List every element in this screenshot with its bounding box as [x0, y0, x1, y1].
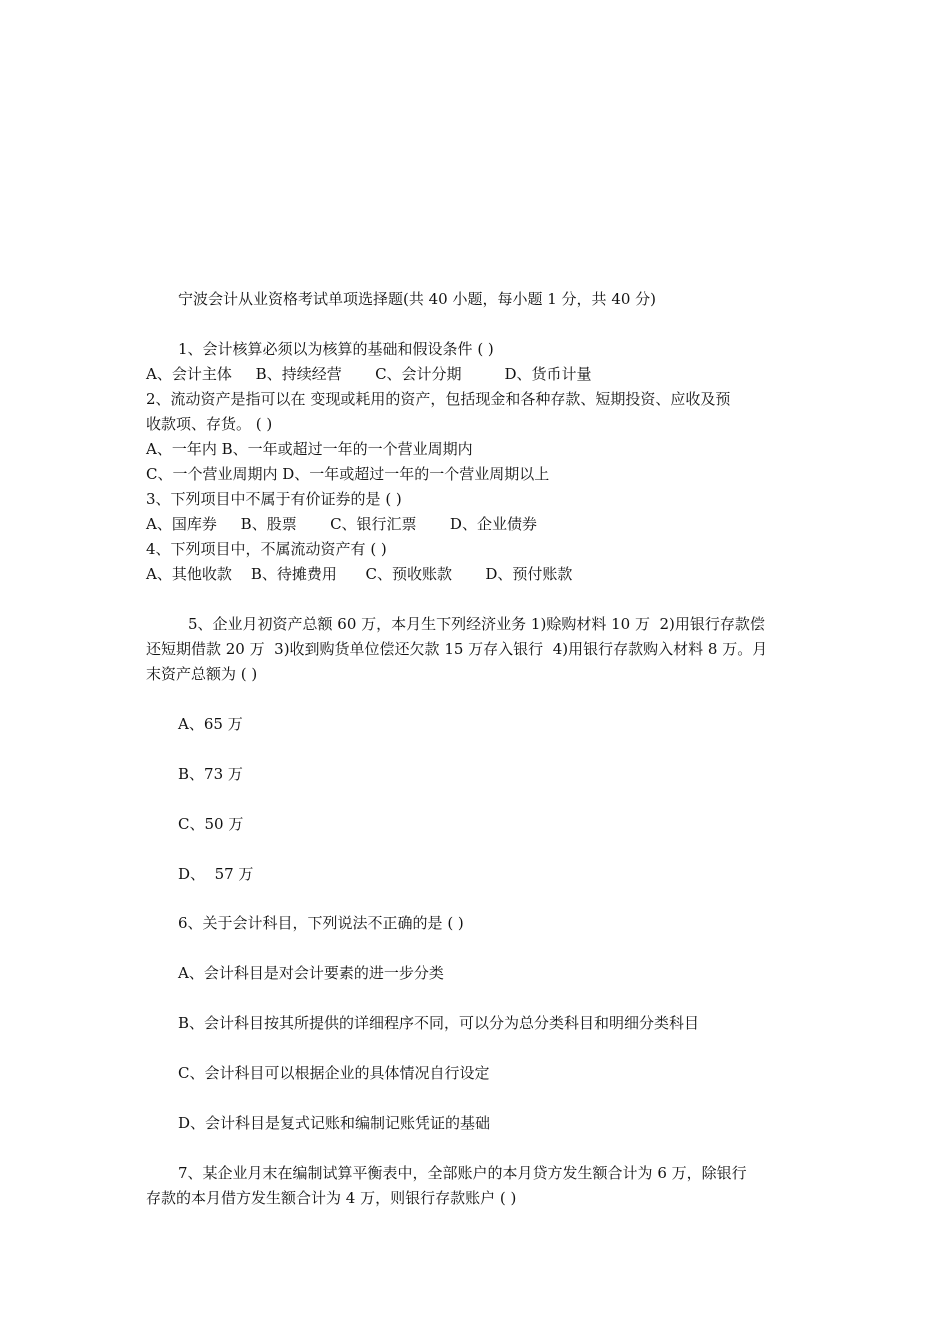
- question-1-options: A、会计主体 B、持续经营 C、会计分期 D、货币计量: [146, 365, 592, 383]
- question-2-stem-line-1: 2、流动资产是指可以在 变现或耗用的资产，包括现金和各种存款、短期投资、应收及预: [146, 390, 731, 408]
- question-5-option-a: A、65 万: [178, 715, 243, 733]
- question-6-stem: 6、关于会计科目，下列说法不正确的是 ( ): [178, 914, 464, 932]
- question-2-options-line-2: C、一个营业周期内 D、一年或超过一年的一个营业周期以上: [146, 465, 550, 483]
- question-6-option-a: A、会计科目是对会计要素的进一步分类: [178, 964, 444, 982]
- question-2-options-line-1: A、一年内 B、一年或超过一年的一个营业周期内: [146, 440, 473, 458]
- question-3-stem: 3、下列项目中不属于有价证券的是 ( ): [146, 490, 402, 508]
- question-5-option-d: D、 57 万: [178, 865, 254, 883]
- question-1-stem: 1、会计核算必须以为核算的基础和假设条件 ( ): [178, 340, 494, 358]
- question-4-stem: 4、下列项目中，不属流动资产有 ( ): [146, 540, 387, 558]
- question-6-option-d: D、会计科目是复式记账和编制记账凭证的基础: [178, 1114, 491, 1132]
- question-6-option-c: C、会计科目可以根据企业的具体情况自行设定: [178, 1064, 490, 1082]
- question-7-stem-line-2: 存款的本月借方发生额合计为 4 万，则银行存款账户 ( ): [146, 1189, 517, 1207]
- question-5-option-b: B、73 万: [178, 765, 243, 783]
- question-5-stem-line-1: 5、企业月初资产总额 60 万，本月生下列经济业务 1)赊购材料 10 万 2)用银行存款偿: [188, 615, 765, 633]
- question-7-stem-line-1: 7、某企业月末在编制试算平衡表中，全部账户的本月贷方发生额合计为 6 万，除银行: [178, 1164, 747, 1182]
- document-title: 宁波会计从业资格考试单项选择题(共 40 小题，每小题 1 分，共 40 分): [178, 290, 657, 308]
- question-5-stem-line-3: 末资产总额为 ( ): [146, 665, 258, 683]
- question-5-stem-line-2: 还短期借款 20 万 3)收到购货单位偿还欠款 15 万存入银行 4)用银行存款购入材料 8 万。月: [146, 640, 768, 658]
- question-4-options: A、其他收款 B、待摊费用 C、预收账款 D、预付账款: [146, 565, 573, 583]
- question-5-option-c: C、50 万: [178, 815, 244, 833]
- question-3-options: A、国库券 B、股票 C、银行汇票 D、企业债券: [146, 515, 537, 533]
- question-6-option-b: B、会计科目按其所提供的详细程序不同，可以分为总分类科目和明细分类科目: [178, 1014, 700, 1032]
- question-2-stem-line-2: 收款项、存货。 ( ): [146, 415, 273, 433]
